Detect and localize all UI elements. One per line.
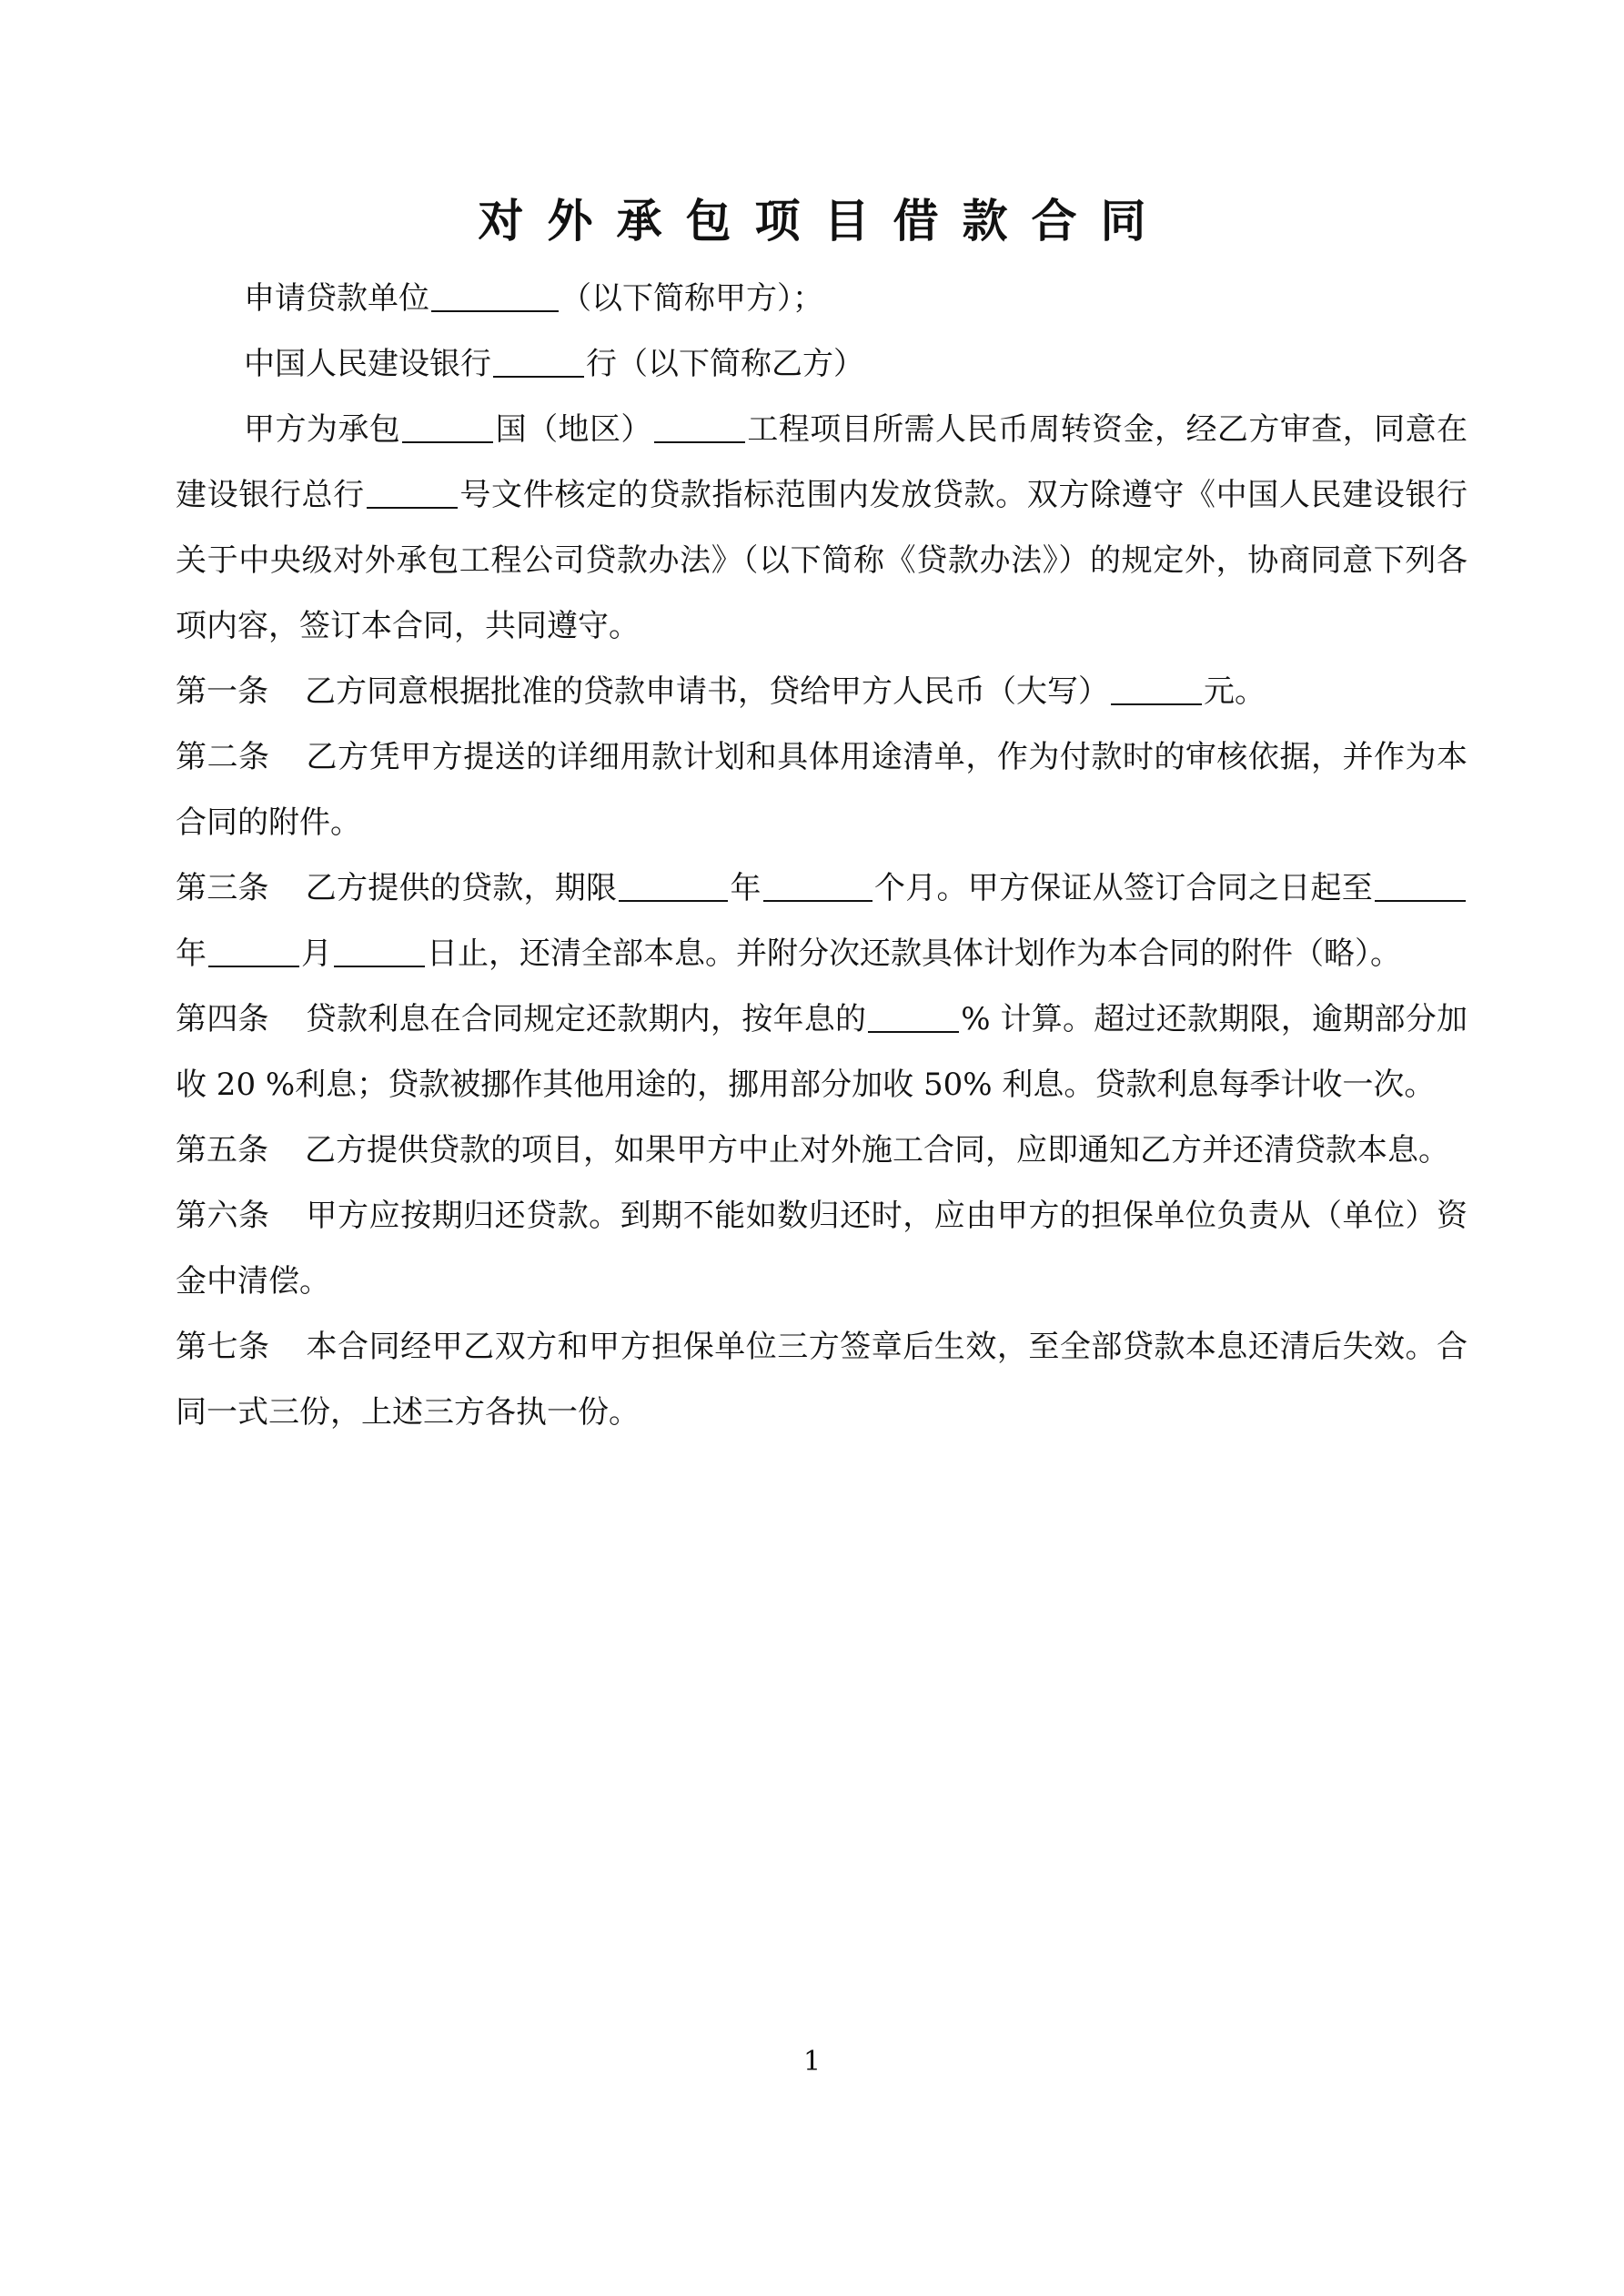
end-day-blank	[334, 933, 425, 967]
contract-body	[176, 266, 1468, 1445]
title-char: 同	[1100, 195, 1146, 248]
intro-text-a: 甲方为承包	[244, 411, 401, 448]
amount-blank	[1111, 671, 1202, 705]
article-7	[176, 1314, 1468, 1445]
bank-suffix: 行（以下简称乙方）	[586, 346, 864, 382]
country-blank	[402, 409, 493, 443]
article-label: 第二条	[176, 739, 270, 775]
page-number: 1	[802, 2046, 822, 2078]
article-7-text: 本合同经甲乙双方和甲方担保单位三方签章后生效，至全部贷款本息还清后失效。合同一式三份，上述三方各执一份。	[176, 1329, 1468, 1431]
bank-line	[176, 331, 1468, 397]
title-char: 目	[823, 195, 870, 248]
article-label: 第七条	[176, 1329, 270, 1365]
title-char: 对	[478, 195, 524, 248]
title-char: 借	[893, 195, 939, 248]
article-3-text-f: 日止，还清全部本息。并附分次还款具体计划作为本合同的附件（略）。	[427, 936, 1401, 972]
article-3	[176, 855, 1468, 986]
article-3-text-a: 乙方提供的贷款，期限	[305, 870, 618, 906]
interest-rate-blank	[868, 998, 959, 1033]
end-month-blank	[208, 933, 299, 967]
article-3-text-e: 月	[301, 936, 332, 972]
article-1-text-b: 元。	[1204, 673, 1266, 710]
borrower-blank	[431, 278, 559, 312]
article-3-text-c: 个月。甲方保证从签订合同之日起至	[873, 870, 1373, 906]
document-number-blank	[367, 474, 458, 509]
article-4-text-b: % 计算。超过还款期限，逾期部分加收 20 %利息；贷款被挪作其他用途的，挪用部分加收 50% 利息。贷款利息每季计收一次。	[176, 1001, 1468, 1103]
title-char: 合	[1031, 195, 1077, 248]
article-5	[176, 1118, 1468, 1183]
article-1	[176, 659, 1468, 724]
article-2	[176, 724, 1468, 855]
borrower-suffix: （以下简称甲方）；	[560, 280, 823, 317]
article-2-text: 乙方凭甲方提送的详细用款计划和具体用途清单，作为付款时的审核依据，并作为本合同的附件。	[176, 739, 1468, 841]
borrower-label: 申请贷款单位	[244, 280, 429, 317]
end-year-blank	[1375, 867, 1466, 902]
article-label: 第六条	[176, 1198, 270, 1234]
borrower-line	[176, 266, 1468, 331]
title-char: 包	[685, 195, 731, 248]
project-blank	[654, 409, 745, 443]
article-4-text-a: 贷款利息在合同规定还款期内，按年息的	[305, 1001, 867, 1037]
title-char: 承	[616, 195, 662, 248]
article-label: 第五条	[176, 1132, 268, 1168]
article-3-text-d: 年	[176, 936, 207, 972]
intro-text-b: 国（地区）	[495, 411, 652, 448]
title-char: 项	[754, 195, 801, 248]
term-months-blank	[763, 867, 873, 902]
article-1-text-a: 乙方同意根据批准的贷款申请书，贷给甲方人民币（大写）	[305, 673, 1109, 710]
title-char: 外	[547, 195, 593, 248]
bank-label: 中国人民建设银行	[244, 346, 491, 382]
intro-paragraph	[176, 397, 1468, 659]
intro-text-d: 号文件核定的贷款指标范围内发放贷款。双方除遵守《中国人民建设银行关于中央级对外承包工程公司贷款办法》（以下简称《贷款办法》）的规定外，协商同意下列各项内容，签订本合同，共同遵守。	[176, 477, 1468, 644]
article-label: 第一条	[176, 673, 268, 710]
intro-text-c: 工程项目所需人民币周转资金，经乙方审查，同意在建设银行总行	[176, 411, 1468, 513]
article-3-text-b: 年	[730, 870, 762, 906]
article-5-text: 乙方提供贷款的项目，如果甲方中止对外施工合同，应即通知乙方并还清贷款本息。	[305, 1132, 1449, 1168]
bank-blank	[493, 343, 584, 378]
article-6-text: 甲方应按期归还贷款。到期不能如数归还时，应由甲方的担保单位负责从（单位）资金中清偿。	[176, 1198, 1468, 1300]
article-label: 第三条	[176, 870, 269, 906]
document-title	[0, 189, 1624, 253]
title-char: 款	[962, 195, 1008, 248]
article-6	[176, 1183, 1468, 1314]
article-4	[176, 986, 1468, 1118]
article-label: 第四条	[176, 1001, 269, 1037]
term-years-blank	[619, 867, 728, 902]
